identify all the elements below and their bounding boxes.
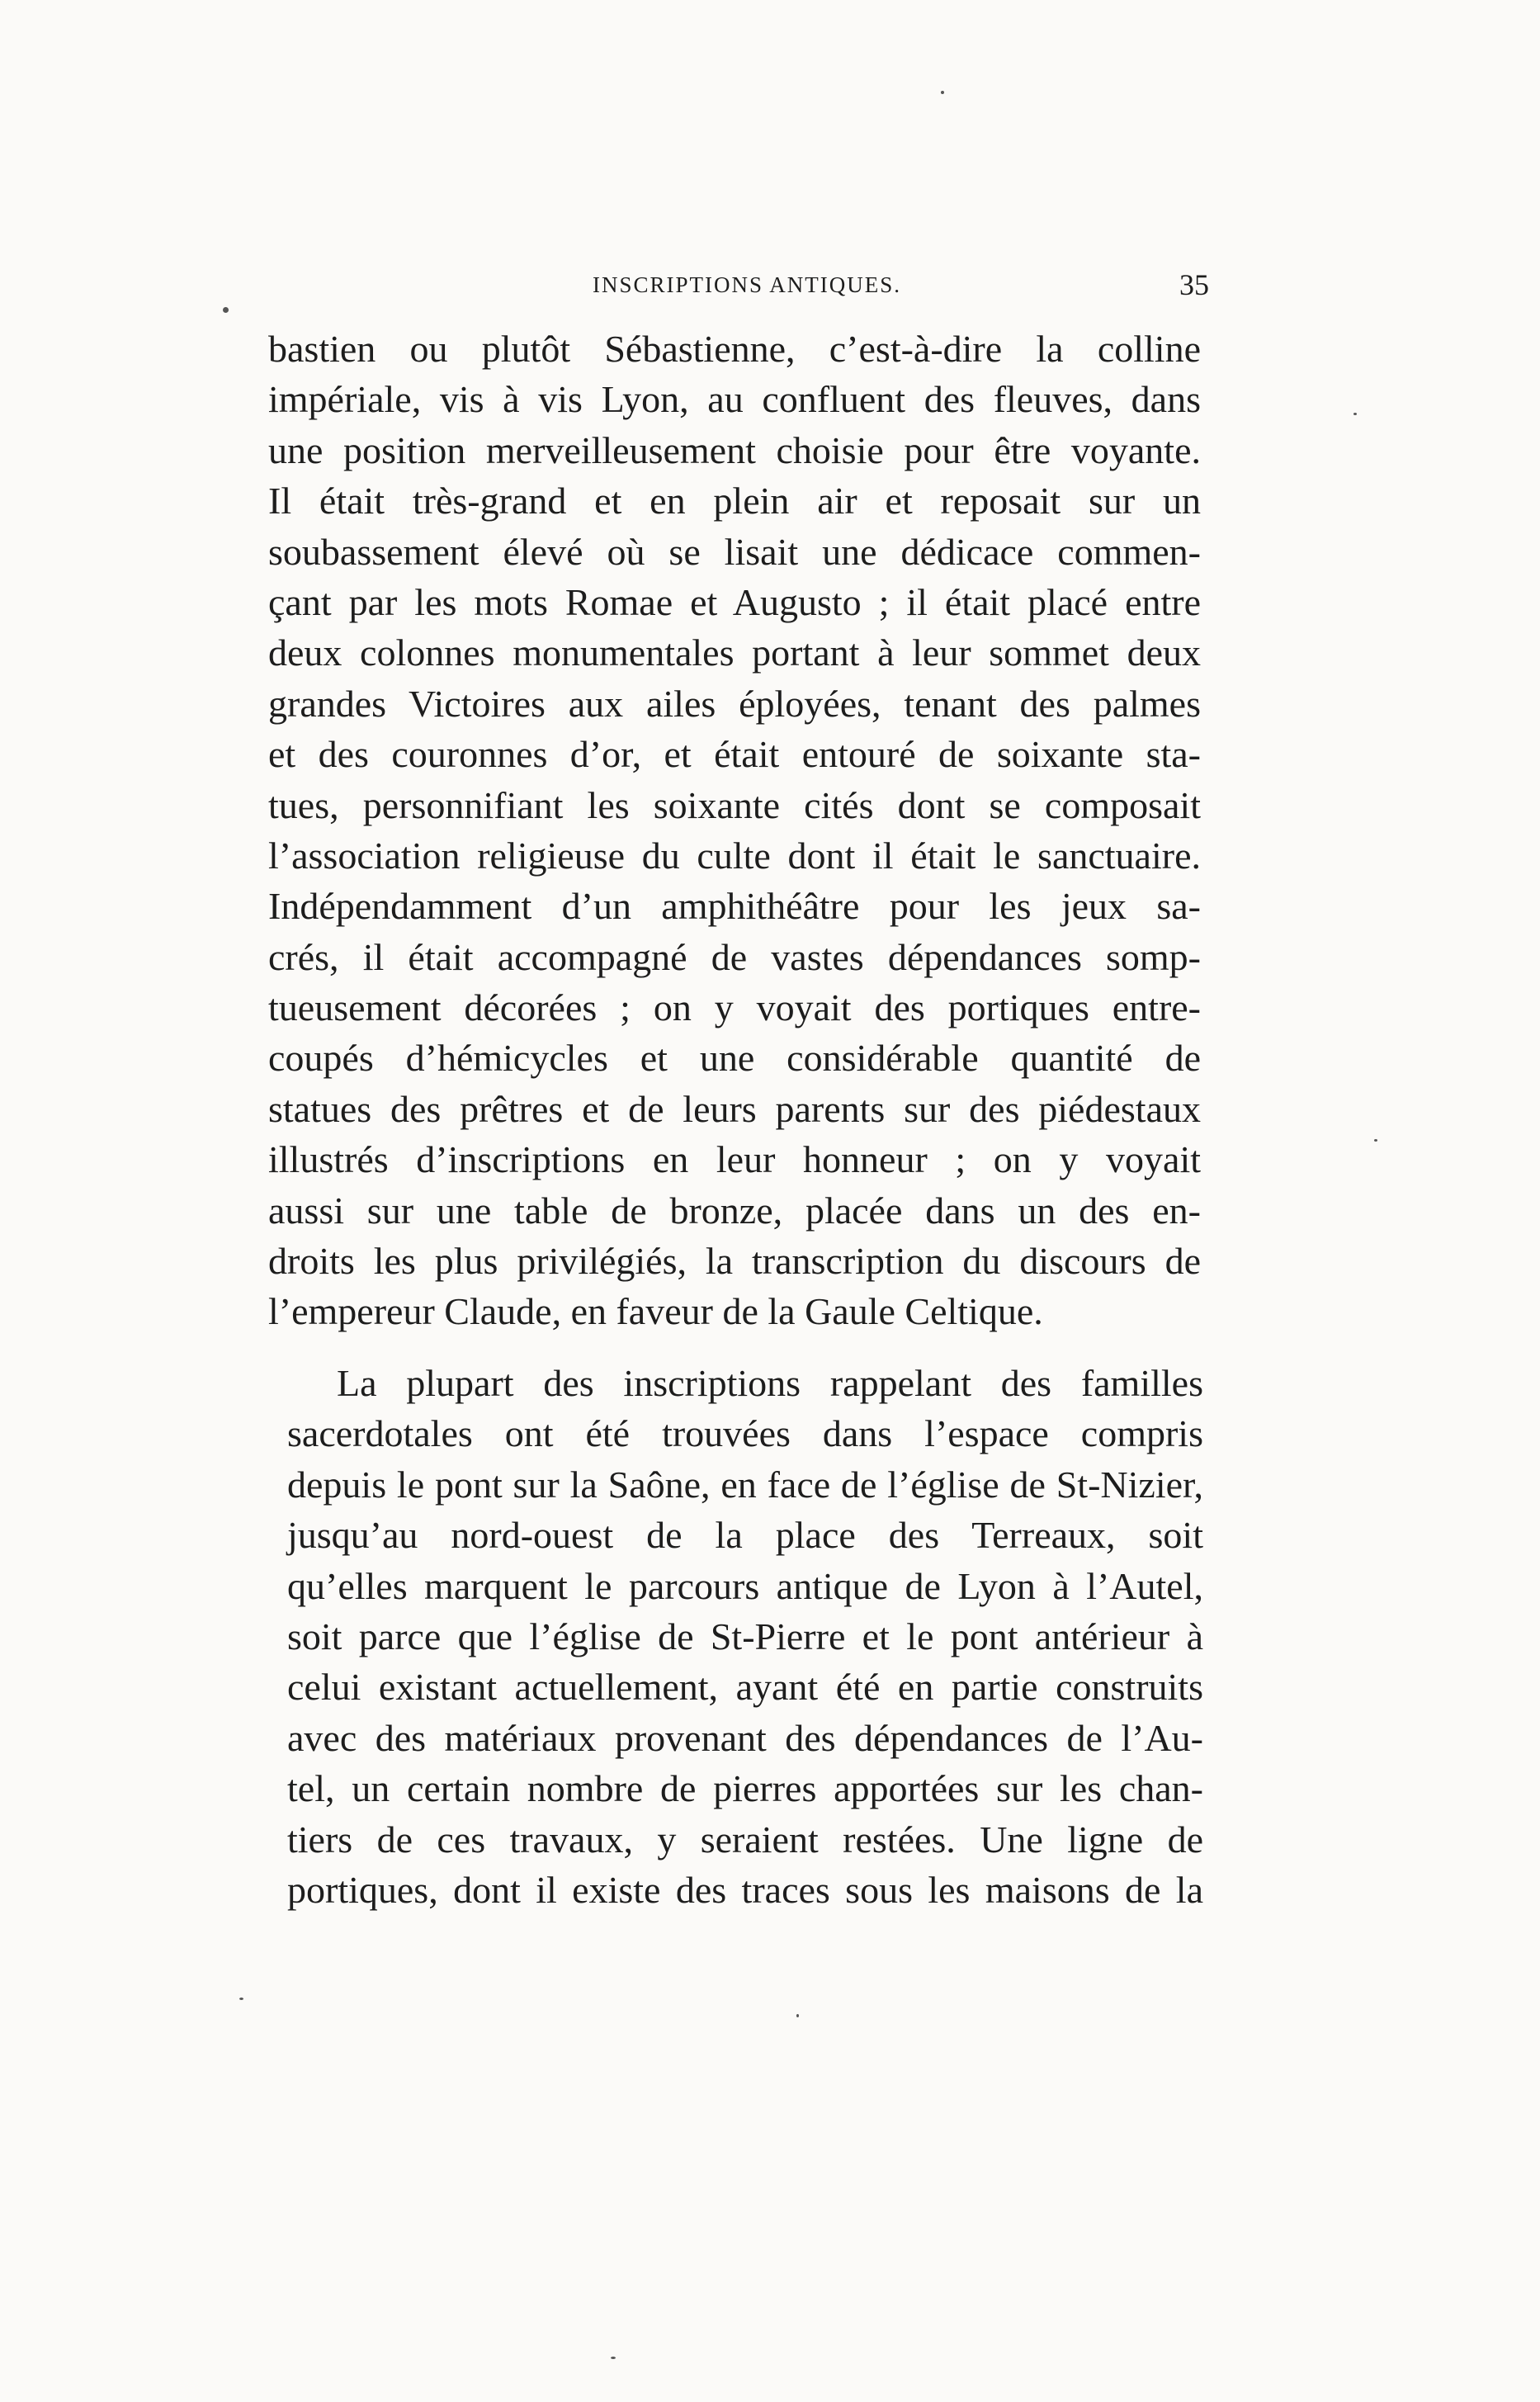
text-line: l’association religieuse du culte dont il était le sanctuaire. (268, 834, 1201, 877)
text-line: portiques, dont il existe des traces sous les maisons de la (287, 1868, 1203, 1911)
text-line: grandes Victoires aux ailes éployées, tenant des palmes (268, 682, 1201, 725)
text-line: aussi sur une table de bronze, placée dans un des en- (268, 1189, 1201, 1232)
text-line: Indépendamment d’un amphithéâtre pour les jeux sa- (268, 885, 1201, 928)
text-line: tel, un certain nombre de pierres apportées sur les chan- (287, 1767, 1203, 1810)
print-speck (796, 2014, 799, 2017)
text-line: soubassement élevé où se lisait une dédicace commen- (268, 530, 1201, 573)
text-line: deux colonnes monumentales portant à leur sommet deux (268, 631, 1201, 674)
text-line: qu’elles marquent le parcours antique de Lyon à l’Autel, (287, 1564, 1203, 1607)
text-line: jusqu’au nord-ouest de la place des Terreaux, soit (287, 1514, 1203, 1557)
text-line: l’empereur Claude, en faveur de la Gaule Celtique. (268, 1290, 1043, 1333)
text-line: une position merveilleusement choisie pour être voyante. (268, 428, 1201, 471)
print-speck (941, 91, 944, 94)
text-line: soit parce que l’église de St-Pierre et le pont antérieur à (287, 1615, 1203, 1657)
text-line: tueusement décorées ; on y voyait des portiques entre- (268, 986, 1201, 1029)
text-line: droits les plus privilégiés, la transcription du discours de (268, 1240, 1201, 1283)
text-line: crés, il était accompagné de vastes dépendances somp- (268, 935, 1201, 978)
text-line: statues des prêtres et de leurs parents sur des piédestaux (268, 1087, 1201, 1130)
text-line: La plupart des inscriptions rappelant des familles (337, 1362, 1203, 1404)
page-number: 35 (1179, 268, 1209, 301)
print-speck (611, 2357, 616, 2359)
paragraph-1 (268, 324, 1201, 1337)
print-speck (239, 1998, 243, 2000)
text-line: illustrés d’inscriptions en leur honneur ; on y voyait (268, 1138, 1201, 1181)
print-speck (1374, 1139, 1377, 1142)
running-head (285, 268, 1209, 314)
text-line: et des couronnes d’or, et était entouré de soixante sta- (268, 733, 1201, 776)
text-line: tues, personnifiant les soixante cités dont se composait (268, 783, 1201, 826)
text-line: bastien ou plutôt Sébastienne, c’est-à-dire la colline (268, 328, 1201, 370)
text-line: çant par les mots Romae et Augusto ; il était placé entre (268, 580, 1201, 623)
running-title: INSCRIPTIONS ANTIQUES. (592, 272, 902, 297)
text-line: depuis le pont sur la Saône, en face de l’église de St-Nizier, (287, 1463, 1203, 1506)
text-line: tiers de ces travaux, y seraient restées. Une ligne de (287, 1818, 1203, 1861)
text-line: Il était très-grand et en plein air et reposait sur un (268, 480, 1201, 522)
print-speck (223, 307, 229, 313)
text-line: avec des matériaux provenant des dépendances de l’Au- (287, 1716, 1203, 1759)
paragraph-2 (287, 1358, 1203, 1915)
text-line: sacerdotales ont été trouvées dans l’espace compris (287, 1412, 1203, 1455)
text-line: celui existant actuellement, ayant été en partie construits (287, 1666, 1203, 1709)
text-line: coupés d’hémicycles et une considérable quantité de (268, 1037, 1201, 1080)
print-speck (1353, 413, 1357, 415)
text-line: impériale, vis à vis Lyon, au confluent des fleuves, dans (268, 378, 1201, 421)
